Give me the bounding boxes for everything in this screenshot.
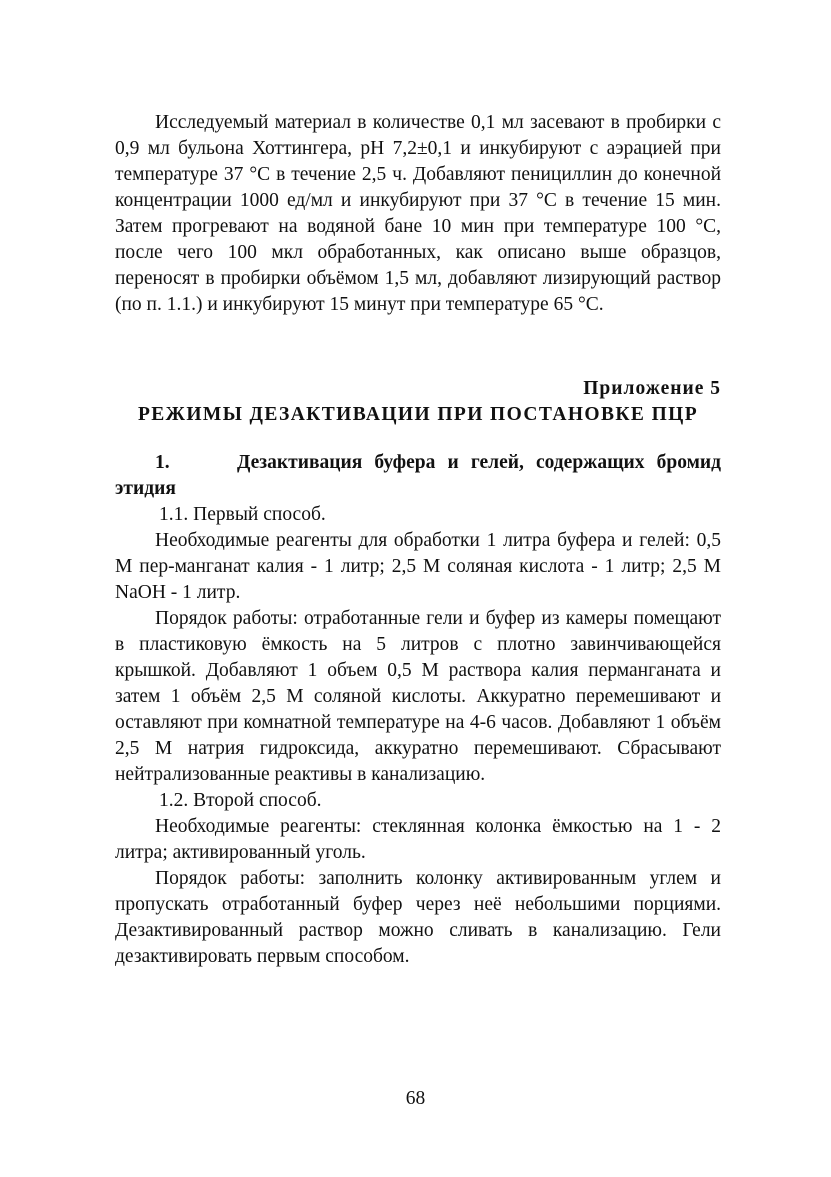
method2-heading: 1.2. Второй способ.: [159, 790, 322, 811]
appendix-label: Приложение 5: [583, 378, 721, 399]
section-title: Дезактивация буфера и гелей, содержащих бромид этидия: [115, 452, 721, 499]
method1-procedure: Порядок работы: отработанные гели и буфер из камеры помещают в пластиковую ёмкость на 5 литров с плотно завинчивающейся крышкой. Добавляют 1 объем 0,5 М раствора калия перманганата и затем 1 объём 2,5 М соляной кислоты. Аккуратно перемешивают и оставляют при комнатной температуре на 4-6 часов. Добавляют 1 объём 2,5 М натрия гидроксида, аккуратно перемешивают. Сбрасывают нейтрализованные реактивы в канализацию.: [115, 608, 721, 785]
method1-heading: 1.1. Первый способ.: [159, 504, 326, 525]
intro-paragraph: Исследуемый материал в количестве 0,1 мл засевают в пробирки с 0,9 мл бульона Хоттингера, рН 7,2±0,1 и инкубируют с аэрацией при температуре 37 °С в течение 2,5 ч. Добавляют пенициллин до конечной концентрации 1000 ед/мл и инкубируют при 37 °С в течение 15 мин. Затем прогревают на водяной бане 10 мин при температуре 100 °С, после чего 100 мкл обработанных, как описано выше образцов, переносят в пробирки объёмом 1,5 мл, добавляют лизирующий раствор (по п. 1.1.) и инкубируют 15 минут при температуре 65 °С.: [115, 112, 721, 315]
page-content: [115, 110, 721, 970]
section-number: 1.: [155, 452, 170, 473]
page-number: 68: [405, 1088, 426, 1109]
method2-procedure: Порядок работы: заполнить колонку активированным углем и пропускать отработанный буфер через неё небольшими порциями. Дезактивированный раствор можно сливать в канализацию. Гели дезактивировать первым способом.: [115, 868, 721, 967]
appendix-title: РЕЖИМЫ ДЕЗАКТИВАЦИИ ПРИ ПОСТАНОВКЕ ПЦР: [137, 404, 699, 425]
method2-reagents: Необходимые реагенты: стеклянная колонка ёмкостью на 1 - 2 литра; активированный уголь.: [115, 816, 721, 863]
section-heading: [115, 450, 721, 502]
method1-reagents: Необходимые реагенты для обработки 1 литра буфера и гелей: 0,5 М пер-манганат калия - 1 литр; 2,5 М соляная кислота - 1 литр; 2,5 М NaOH - 1 литр.: [115, 530, 721, 603]
